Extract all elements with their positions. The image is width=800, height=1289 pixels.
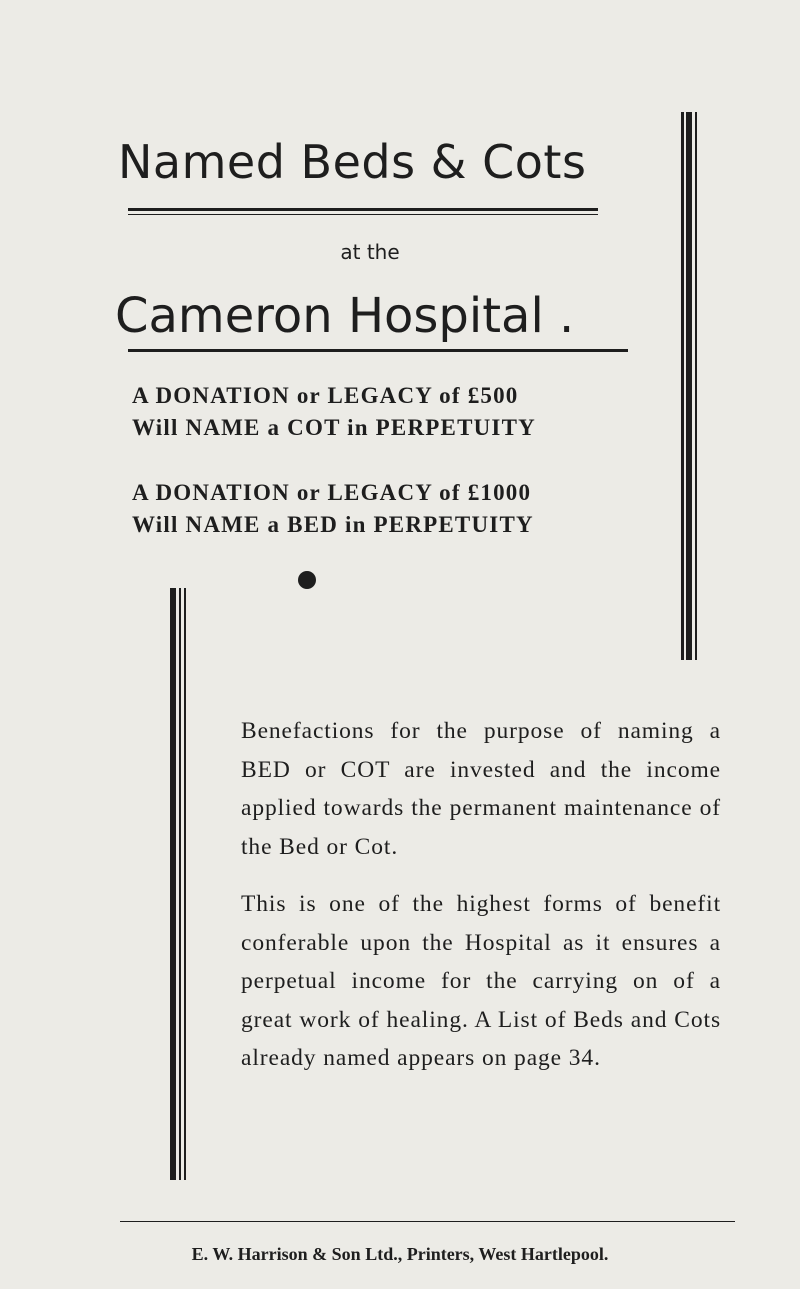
printer-credit: E. W. Harrison & Son Ltd., Printers, West Hartlepool.: [191, 1244, 609, 1264]
dot-ornament-icon: [298, 571, 316, 589]
left-border-bar: [170, 588, 176, 1180]
right-border-bar-3: [695, 112, 697, 660]
right-border-bar: [681, 112, 684, 660]
offer-bed-line1: A DONATION or LEGACY of £1000: [132, 480, 532, 505]
left-border-bar-3: [184, 588, 186, 1180]
body-paragraph-2: This is one of the highest forms of benefit conferable upon the Hospital as it ensures a perpetual income for the carrying on of a great work of healing. A List of Beds and Cots already named appears on page 34.: [241, 891, 721, 1071]
right-border-bar-2: [686, 112, 692, 660]
subtitle-connector: at the: [340, 240, 400, 264]
offer-bed-line2: Will NAME a BED in PERPETUITY: [132, 512, 534, 537]
title-underline-thin: [128, 214, 598, 215]
hospital-underline: [128, 349, 628, 352]
page-title: Named Beds & Cots: [118, 135, 587, 189]
body-text: [241, 712, 721, 1097]
body-paragraph-1: Benefactions for the purpose of naming a BED or COT are invested and the income applied towards the permanent maintenance of the Bed or Cot.: [241, 718, 721, 860]
offer-cot-line1: A DONATION or LEGACY of £500: [132, 383, 519, 408]
left-border-bar-2: [179, 588, 181, 1180]
title-underline: [128, 208, 598, 211]
hospital-name: Cameron Hospital .: [115, 288, 575, 344]
offer-cot-line2: Will NAME a COT in PERPETUITY: [132, 415, 536, 440]
footer-rule: [120, 1221, 735, 1222]
